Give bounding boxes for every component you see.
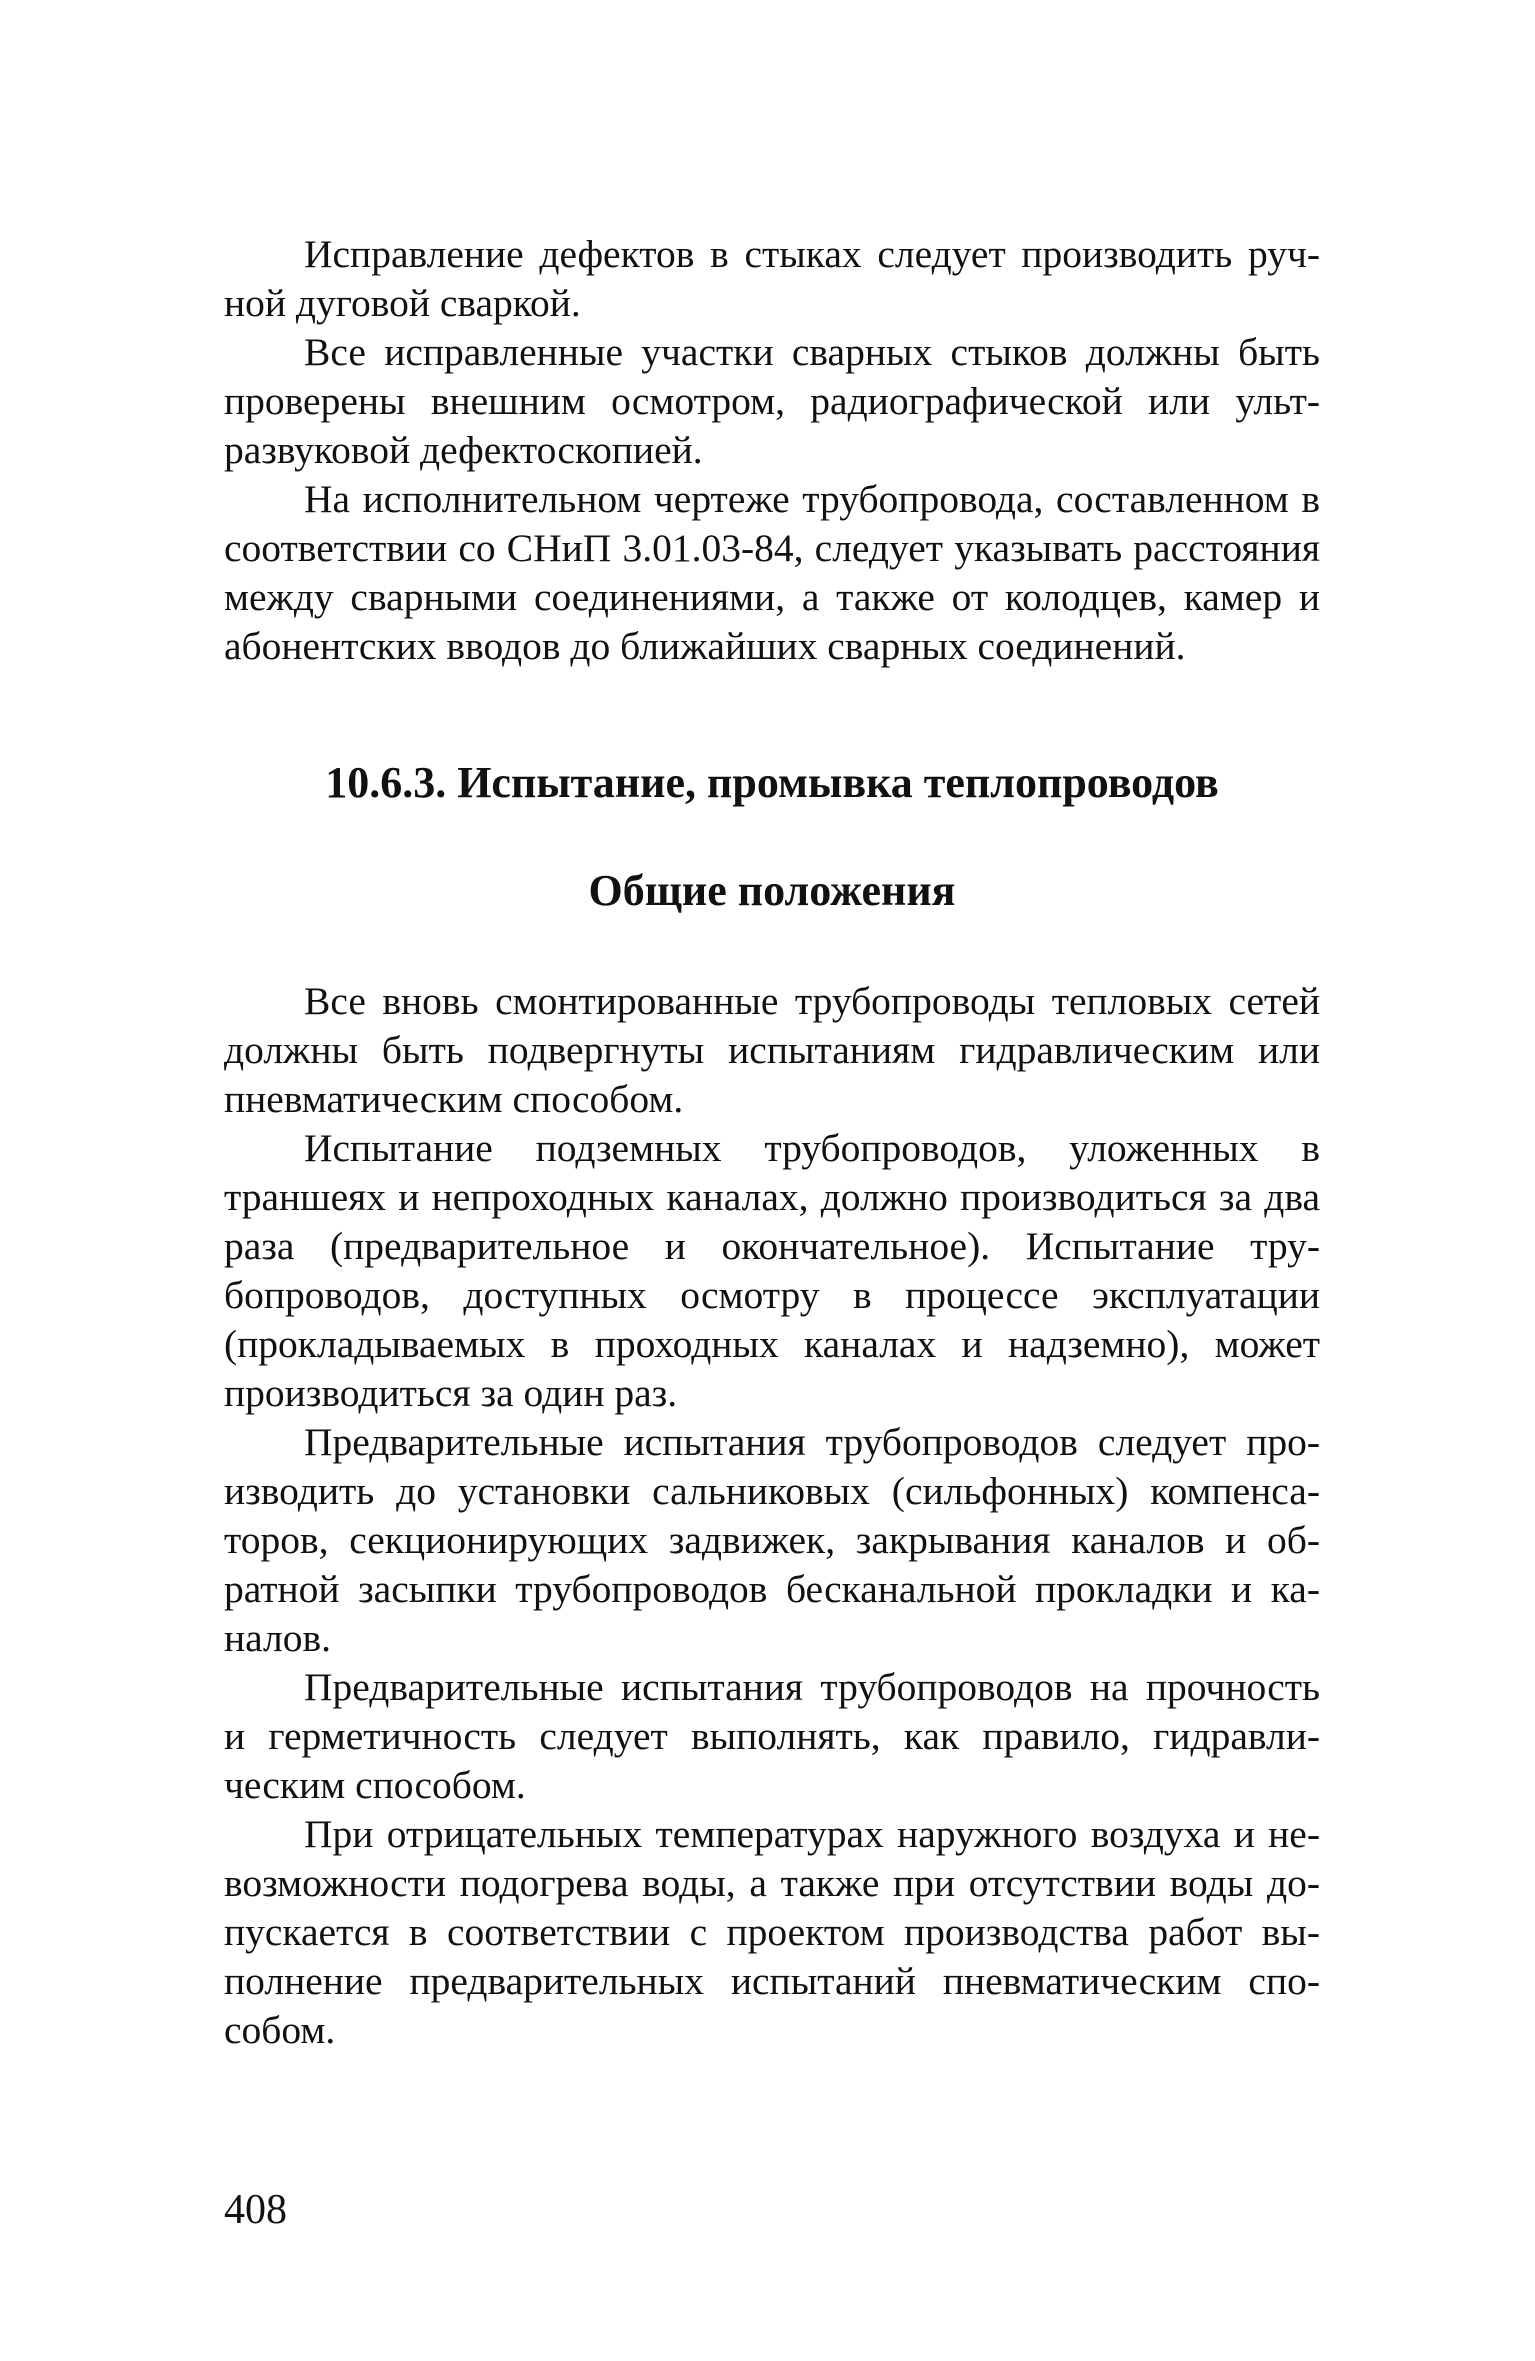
page-number: 408 xyxy=(224,2187,287,2233)
paragraph: Предварительные испытания трубопроводов следует производить до установки сальниковых (сильфонных) компенсаторов, секционирующих задвижек, закрывания каналов и обратной засыпки трубопроводов бесканальной прокладки и каналов. xyxy=(224,1420,1320,1660)
page-content xyxy=(224,230,1320,2055)
paragraph: Исправление дефектов в стыках следует производить ручной дуговой сваркой. xyxy=(224,232,1320,325)
subsection-heading: Общие положения xyxy=(588,866,956,915)
paragraph: Все исправленные участки сварных стыков должны быть проверены внешним осмотром, радиографической или ультразвуковой дефектоскопией. xyxy=(224,330,1320,472)
body-text-block xyxy=(224,977,1320,2055)
paragraph: Предварительные испытания трубопроводов на прочность и герметичность следует выполнять, как правило, гидравлическим способом. xyxy=(224,1665,1320,1807)
intro-text-block xyxy=(224,230,1320,671)
paragraph: Все вновь смонтированные трубопроводы тепловых сетей должны быть подвергнуты испытаниям гидравлическим или пневматическим способом. xyxy=(224,979,1320,1121)
section-heading: 10.6.3. Испытание, промывка теплопроводов xyxy=(325,758,1219,807)
paragraph: На исполнительном чертеже трубопровода, составленном в соответствии со СНиП 3.01.03-84, следует указывать расстояния между сварными соединениями, а также от колодцев, камер и абонентских вводов до ближайших сварных соединений. xyxy=(224,477,1320,668)
paragraph: При отрицательных температурах наружного воздуха и невозможности подогрева воды, а также при отсутствии воды допускается в соответствии с проектом производства работ выполнение предварительных испытаний пневматическим способом. xyxy=(224,1812,1320,2052)
paragraph: Испытание подземных трубопроводов, уложенных в траншеях и непроходных каналах, должно производиться за два раза (предварительное и окончательное). Испытание трубопроводов, доступных осмотру в процессе эксплуатации (прокладываемых в проходных каналах и надземно), может производиться за один раз. xyxy=(224,1126,1320,1415)
